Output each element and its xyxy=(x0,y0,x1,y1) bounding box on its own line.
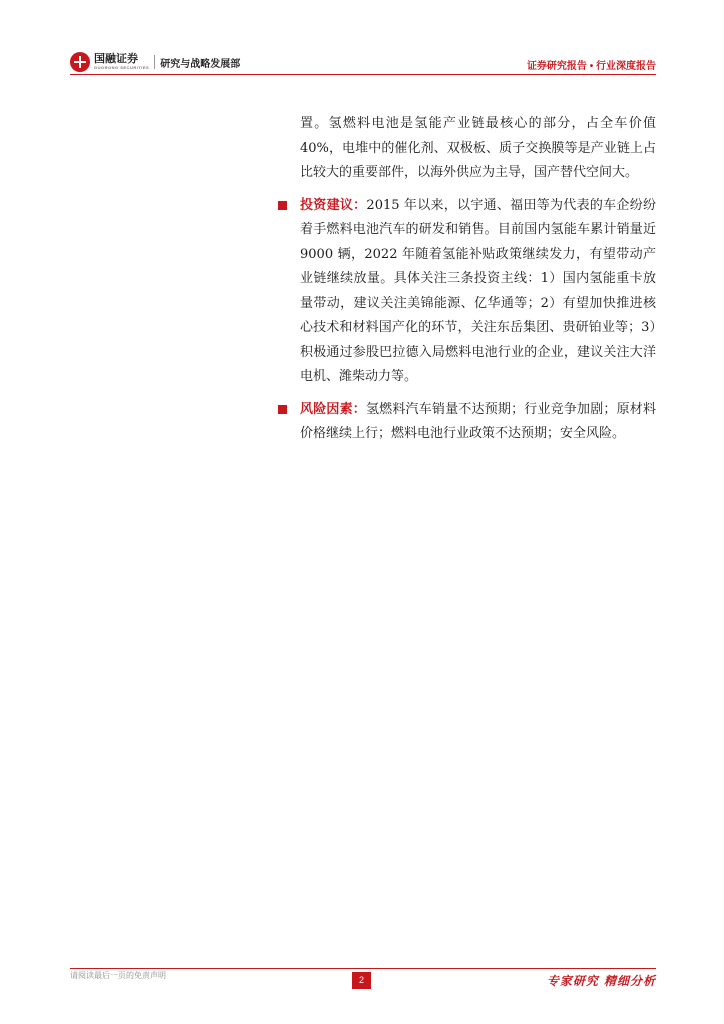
intro-paragraph: 置。氢燃料电池是氢能产业链最核心的部分，占全车价值 40%，电堆中的催化剂、双极板、质子交换膜等是产业链上占比较大的重要部件，以海外供应为主导，国产替代空间大。 xyxy=(300,116,656,180)
bullet-paragraph xyxy=(300,398,656,447)
report-type: 证券研究报告 • 行业深度报告 xyxy=(526,61,656,72)
main-content xyxy=(276,112,656,447)
company-logo xyxy=(70,52,240,72)
bullet-text: 氢燃料汽车销量不达预期；行业竞争加剧；原材料价格继续上行；燃料电池行业政策不达预期；安全风险。 xyxy=(300,401,656,441)
brand-subtitle: GUORONG SECURITIES xyxy=(94,65,150,70)
header-divider xyxy=(70,74,656,75)
disclaimer-link: 请阅读最后一页的免责声明 xyxy=(70,971,166,980)
brand-name xyxy=(94,53,149,71)
bullet-label: 风险因素： xyxy=(300,401,366,417)
logo-divider xyxy=(154,55,155,69)
page-number: 2 xyxy=(352,972,371,989)
square-bullet-icon xyxy=(278,201,287,210)
page-footer xyxy=(0,960,724,1024)
brand-name-text: 国融证券 xyxy=(94,53,138,65)
footer-divider xyxy=(70,968,656,969)
square-bullet-icon xyxy=(278,405,287,414)
logo-icon xyxy=(70,52,90,72)
page-header xyxy=(0,0,724,80)
bullet-paragraph xyxy=(300,194,656,390)
bullet-label: 投资建议： xyxy=(300,197,367,213)
bullet-investment-advice xyxy=(276,194,656,390)
bullet-risk-factors xyxy=(276,398,656,447)
bullet-text: 2015 年以来，以宇通、福田等为代表的车企纷纷着手燃料电池汽车的研发和销售。目前国内氢能车累计销量近 9000 辆，2022 年随着氢能补贴政策继续发力，有望带动产业链继续放量。具体关注三条投资主线：1）国内氢能重卡放量带动，建议关注美锦能源、亿华通等；2）有望加快推进核心技术和材料国产化的环节，关注东岳集团、贵研铂业等；3）积极通过参股巴拉德入局燃料电池行业的企业，建议关注大洋电机、潍柴动力等。 xyxy=(300,197,656,384)
footer-slogan: 专家研究 精细分析 xyxy=(546,974,656,988)
department-name: 研究与战略发展部 xyxy=(160,58,241,70)
